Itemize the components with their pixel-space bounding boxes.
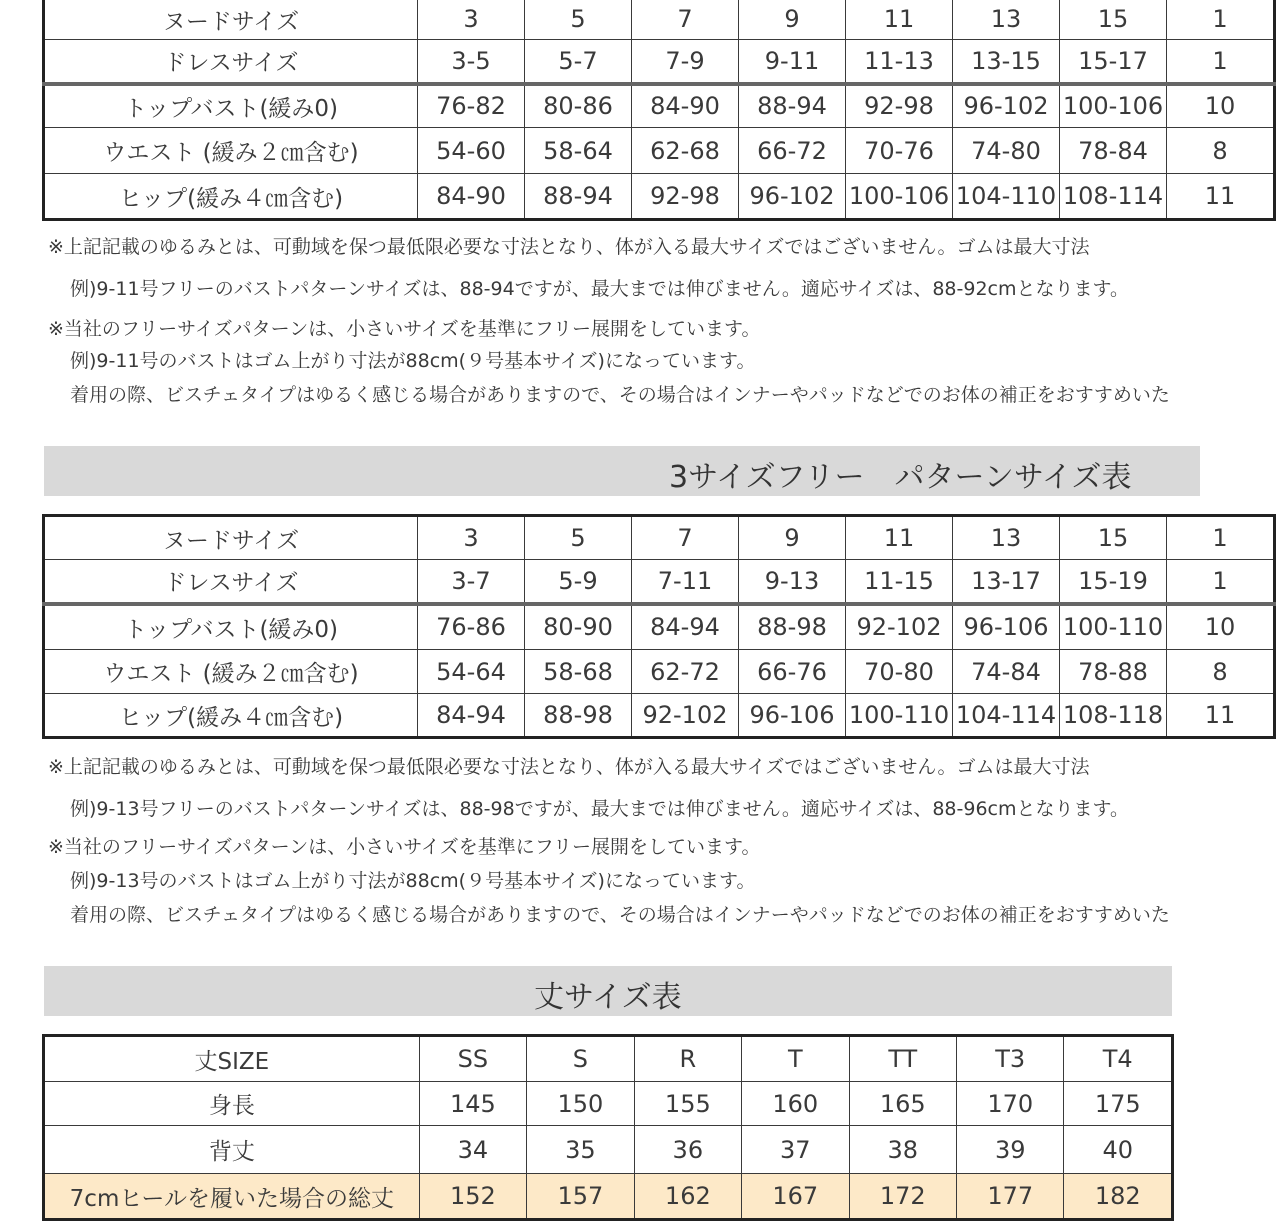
table-cell: T4 xyxy=(1064,1036,1173,1082)
table-row xyxy=(44,128,1275,174)
section-title: 3サイズフリー パターンサイズ表 xyxy=(669,460,1132,495)
table-cell: 13 xyxy=(953,516,1060,560)
section-title-bar xyxy=(44,446,1200,496)
table-cell: 182 xyxy=(1064,1174,1173,1220)
table-cell: 96-102 xyxy=(953,84,1060,128)
table-cell: 1 xyxy=(1167,40,1275,84)
table-cell: 96-106 xyxy=(739,694,846,738)
note-text: ※当社のフリーサイズパターンは、小さいサイズを基準にフリー展開をしています。 xyxy=(48,836,761,858)
table-cell: 1 xyxy=(1167,516,1275,560)
row-label: ドレスサイズ xyxy=(44,560,418,604)
table-cell: 10 xyxy=(1167,604,1275,650)
table-cell: 54-60 xyxy=(418,128,525,174)
table-cell: SS xyxy=(419,1036,526,1082)
table-cell: 160 xyxy=(742,1082,849,1126)
table-cell: 35 xyxy=(527,1126,634,1174)
table-cell: 84-90 xyxy=(418,174,525,220)
row-label: ヌードサイズ xyxy=(44,516,418,560)
row-label: トップバスト(緩み0) xyxy=(44,84,418,128)
table-cell: 3 xyxy=(418,516,525,560)
row-label: ドレスサイズ xyxy=(44,40,418,84)
table-row xyxy=(44,0,1275,40)
table-cell: 100-110 xyxy=(846,694,953,738)
row-label: 7cmヒールを履いた場合の総丈 xyxy=(44,1174,420,1220)
table-cell: 9 xyxy=(739,516,846,560)
table-row xyxy=(44,1126,1173,1174)
table-cell: T xyxy=(742,1036,849,1082)
table-cell: 8 xyxy=(1167,650,1275,694)
table-cell: 80-90 xyxy=(525,604,632,650)
note-text: ※当社のフリーサイズパターンは、小さいサイズを基準にフリー展開をしています。 xyxy=(48,318,761,340)
table-cell: 5-7 xyxy=(525,40,632,84)
table-cell: 5 xyxy=(525,516,632,560)
table-cell: 84-94 xyxy=(632,604,739,650)
table-cell: 70-80 xyxy=(846,650,953,694)
section-title-bar xyxy=(44,966,1172,1016)
row-label: ウエスト (緩み２㎝含む) xyxy=(44,128,418,174)
table-cell: 62-68 xyxy=(632,128,739,174)
table-cell: 177 xyxy=(957,1174,1064,1220)
note-text: 例)9-13号フリーのバストパターンサイズは、88-98ですが、最大までは伸びません。適応サイズは、88-96cmとなります。 xyxy=(70,798,1129,820)
row-label: ヒップ(緩み４㎝含む) xyxy=(44,694,418,738)
row-label: トップバスト(緩み0) xyxy=(44,604,418,650)
table-cell: 7-11 xyxy=(632,560,739,604)
table-cell: TT xyxy=(849,1036,956,1082)
table-cell: 5-9 xyxy=(525,560,632,604)
note-text: ※上記記載のゆるみとは、可動域を保つ最低限必要な寸法となり、体が入る最大サイズではございません。ゴムは最大寸法 xyxy=(48,756,1090,778)
table-cell: 66-76 xyxy=(739,650,846,694)
table-cell: 8 xyxy=(1167,128,1275,174)
table-cell: 155 xyxy=(634,1082,741,1126)
table-cell: 13-17 xyxy=(953,560,1060,604)
table-cell: 108-114 xyxy=(1060,174,1167,220)
table-cell: 150 xyxy=(527,1082,634,1126)
table-cell: 88-98 xyxy=(739,604,846,650)
table-cell: 172 xyxy=(849,1174,956,1220)
table-cell: 104-110 xyxy=(953,174,1060,220)
table-cell: 76-86 xyxy=(418,604,525,650)
three-size-free-table xyxy=(42,514,1276,739)
table-cell: 92-102 xyxy=(632,694,739,738)
table-cell: 80-86 xyxy=(525,84,632,128)
note-text: 例)9-13号のバストはゴム上がり寸法が88cm(９号基本サイズ)になっています。 xyxy=(70,870,756,892)
table-row xyxy=(44,174,1275,220)
table-cell: 15-17 xyxy=(1060,40,1167,84)
table-cell: 1 xyxy=(1167,560,1275,604)
row-label: 身長 xyxy=(44,1082,420,1126)
table-cell: 162 xyxy=(634,1174,741,1220)
table-cell: 78-84 xyxy=(1060,128,1167,174)
table-row xyxy=(44,1036,1173,1082)
table-row xyxy=(44,694,1275,738)
table-body xyxy=(44,516,1275,738)
table-cell: 157 xyxy=(527,1174,634,1220)
table-cell: 10 xyxy=(1167,84,1275,128)
table-body xyxy=(44,0,1275,220)
table-cell: 88-98 xyxy=(525,694,632,738)
table-cell: R xyxy=(634,1036,741,1082)
table-cell: 40 xyxy=(1064,1126,1173,1174)
table-cell: S xyxy=(527,1036,634,1082)
table-cell: 3 xyxy=(418,0,525,40)
table-cell: 9-11 xyxy=(739,40,846,84)
table-cell: 104-114 xyxy=(953,694,1060,738)
table-cell: 3-7 xyxy=(418,560,525,604)
table-row xyxy=(44,604,1275,650)
table-cell: 92-102 xyxy=(846,604,953,650)
row-label: ヌードサイズ xyxy=(44,0,418,40)
table-row xyxy=(44,84,1275,128)
table-cell: 58-64 xyxy=(525,128,632,174)
table-cell: 37 xyxy=(742,1126,849,1174)
table-cell: 15 xyxy=(1060,516,1167,560)
table-row xyxy=(44,40,1275,84)
table-cell: T3 xyxy=(957,1036,1064,1082)
table-cell: 34 xyxy=(419,1126,526,1174)
table-cell: 39 xyxy=(957,1126,1064,1174)
table-cell: 84-90 xyxy=(632,84,739,128)
row-label: 丈SIZE xyxy=(44,1036,420,1082)
table-cell: 152 xyxy=(419,1174,526,1220)
table-cell: 38 xyxy=(849,1126,956,1174)
table-cell: 100-106 xyxy=(846,174,953,220)
section-title: 丈サイズ表 xyxy=(534,980,682,1015)
table-cell: 15 xyxy=(1060,0,1167,40)
table-cell: 88-94 xyxy=(525,174,632,220)
table-cell: 1 xyxy=(1167,0,1275,40)
table-cell: 100-110 xyxy=(1060,604,1167,650)
table-cell: 92-98 xyxy=(632,174,739,220)
note-text: 例)9-11号フリーのバストパターンサイズは、88-94ですが、最大までは伸びません。適応サイズは、88-92cmとなります。 xyxy=(70,278,1129,300)
table-cell: 11 xyxy=(1167,694,1275,738)
table-cell: 11 xyxy=(846,516,953,560)
table-cell: 15-19 xyxy=(1060,560,1167,604)
table-row xyxy=(44,516,1275,560)
table-cell: 11-13 xyxy=(846,40,953,84)
row-label: 背丈 xyxy=(44,1126,420,1174)
table-cell: 96-102 xyxy=(739,174,846,220)
table-cell: 165 xyxy=(849,1082,956,1126)
table-row xyxy=(44,650,1275,694)
table-cell: 11 xyxy=(846,0,953,40)
length-size-table xyxy=(42,1034,1174,1221)
table-cell: 36 xyxy=(634,1126,741,1174)
table-cell: 84-94 xyxy=(418,694,525,738)
note-text: ※上記記載のゆるみとは、可動域を保つ最低限必要な寸法となり、体が入る最大サイズではございません。ゴムは最大寸法 xyxy=(48,236,1090,258)
note-text: 例)9-11号のバストはゴム上がり寸法が88cm(９号基本サイズ)になっています。 xyxy=(70,350,756,372)
table-row xyxy=(44,1174,1173,1220)
table-cell: 62-72 xyxy=(632,650,739,694)
table-cell: 11-15 xyxy=(846,560,953,604)
table-cell: 7 xyxy=(632,0,739,40)
table-cell: 74-80 xyxy=(953,128,1060,174)
table-cell: 74-84 xyxy=(953,650,1060,694)
table-cell: 92-98 xyxy=(846,84,953,128)
table-cell: 88-94 xyxy=(739,84,846,128)
table-cell: 11 xyxy=(1167,174,1275,220)
table-cell: 170 xyxy=(957,1082,1064,1126)
table-cell: 96-106 xyxy=(953,604,1060,650)
table-cell: 7 xyxy=(632,516,739,560)
table-cell: 7-9 xyxy=(632,40,739,84)
table-cell: 78-88 xyxy=(1060,650,1167,694)
table-cell: 108-118 xyxy=(1060,694,1167,738)
note-text: 着用の際、ビスチェタイプはゆるく感じる場合がありますので、その場合はインナーやパッドなどでのお体の補正をおすすめいた xyxy=(70,904,1170,926)
table-cell: 145 xyxy=(419,1082,526,1126)
table-cell: 13-15 xyxy=(953,40,1060,84)
note-text: 着用の際、ビスチェタイプはゆるく感じる場合がありますので、その場合はインナーやパッドなどでのお体の補正をおすすめいた xyxy=(70,384,1170,406)
table-body xyxy=(44,1036,1173,1220)
table-cell: 70-76 xyxy=(846,128,953,174)
nude-dress-size-table xyxy=(42,0,1276,221)
table-cell: 54-64 xyxy=(418,650,525,694)
row-label: ヒップ(緩み４㎝含む) xyxy=(44,174,418,220)
table-cell: 175 xyxy=(1064,1082,1173,1126)
table-cell: 9 xyxy=(739,0,846,40)
table-cell: 58-68 xyxy=(525,650,632,694)
table-cell: 167 xyxy=(742,1174,849,1220)
table-cell: 9-13 xyxy=(739,560,846,604)
table-cell: 3-5 xyxy=(418,40,525,84)
table-cell: 76-82 xyxy=(418,84,525,128)
row-label: ウエスト (緩み２㎝含む) xyxy=(44,650,418,694)
table-cell: 100-106 xyxy=(1060,84,1167,128)
table-row xyxy=(44,1082,1173,1126)
table-cell: 66-72 xyxy=(739,128,846,174)
table-cell: 13 xyxy=(953,0,1060,40)
table-row xyxy=(44,560,1275,604)
table-cell: 5 xyxy=(525,0,632,40)
